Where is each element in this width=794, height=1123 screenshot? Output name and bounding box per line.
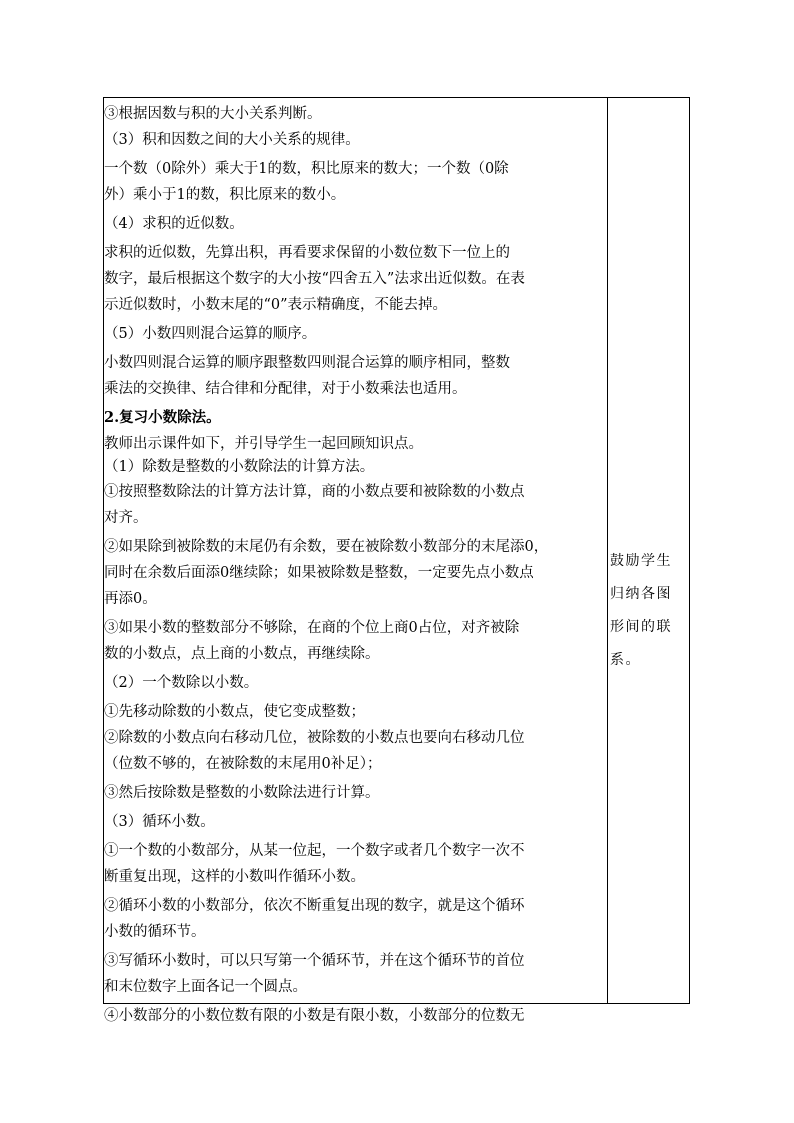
content-line: （位数不够的，在被除数的末尾用0补足）； <box>104 756 382 772</box>
content-line: 和末位数字上面各记一个圆点。 <box>104 979 307 995</box>
content-line: 再添0。 <box>104 591 157 607</box>
column-divider <box>607 98 608 1003</box>
side-note-line: 鼓励学生 <box>610 553 672 569</box>
content-line: （3）积和因数之间的大小关系的规律。 <box>104 132 360 148</box>
content-line: ①先移动除数的小数点，使它变成整数； <box>104 704 365 720</box>
content-line: （1）除数是整数的小数除法的计算方法。 <box>104 459 375 475</box>
content-line: 教师出示课件如下，并引导学生一起回顾知识点。 <box>104 436 423 452</box>
content-line: ④小数部分的小数位数有限的小数是有限小数，小数部分的位数无 <box>104 1008 525 1024</box>
content-line: （4）求积的近似数。 <box>104 216 244 232</box>
content-line: 示近似数时，小数末尾的“0”表示精确度，不能去掉。 <box>104 297 448 313</box>
side-note-line: 系。 <box>610 652 641 668</box>
content-line: 小数的循环节。 <box>104 924 206 940</box>
content-line: ③写循环小数时，可以只写第一个循环节，并在这个循环节的首位 <box>104 953 525 969</box>
content-line: ②如果除到被除数的末尾仍有余数，要在被除数小数部分的末尾添0， <box>104 539 549 555</box>
content-line: （5）小数四则混合运算的顺序。 <box>104 326 317 342</box>
content-line: 数的小数点，点上商的小数点，再继续除。 <box>104 646 380 662</box>
content-line: 断重复出现，这样的小数叫作循环小数。 <box>104 869 365 885</box>
teaching-note-cell <box>610 545 688 677</box>
content-line: ②除数的小数点向右移动几位，被除数的小数点也要向右移动几位 <box>104 730 525 746</box>
content-line: 对齐。 <box>104 510 148 526</box>
content-line: 乘法的交换律、结合律和分配律，对于小数乘法也适用。 <box>104 381 467 397</box>
content-line: ①按照整数除法的计算方法计算，商的小数点要和被除数的小数点 <box>104 484 525 500</box>
side-note-line: 归纳各图 <box>610 586 672 602</box>
content-line: ②循环小数的小数部分，依次不断重复出现的数字，就是这个循环 <box>104 898 525 914</box>
content-line: ③根据因数与积的大小关系判断。 <box>104 106 322 122</box>
content-line: 一个数（0除外）乘大于1的数，积比原来的数大；一个数（0除 <box>104 161 509 177</box>
content-line: 数字，最后根据这个数字的大小按“四舍五入”法求出近似数。在表 <box>104 271 525 287</box>
lesson-table <box>103 97 690 1024</box>
content-line: （3）循环小数。 <box>104 814 215 830</box>
content-line: 2.复习小数除法。 <box>104 409 221 426</box>
content-line: 外）乘小于1的数，积比原来的数小。 <box>104 187 346 203</box>
content-line: （2）一个数除以小数。 <box>104 675 259 691</box>
content-line: 小数四则混合运算的顺序跟整数四则混合运算的顺序相同，整数 <box>104 355 510 371</box>
content-line: ③然后按除数是整数的小数除法进行计算。 <box>104 785 380 801</box>
content-line: 求积的近似数，先算出积，再看要求保留的小数位数下一位上的 <box>104 245 510 261</box>
content-line: ①一个数的小数部分，从某一位起，一个数字或者几个数字一次不 <box>104 843 525 859</box>
side-note-line: 形间的联 <box>610 619 672 635</box>
content-line: 同时在余数后面添0继续除；如果被除数是整数，一定要先点小数点 <box>104 565 534 581</box>
content-line: ③如果小数的整数部分不够除，在商的个位上商0占位，对齐被除 <box>104 620 520 636</box>
